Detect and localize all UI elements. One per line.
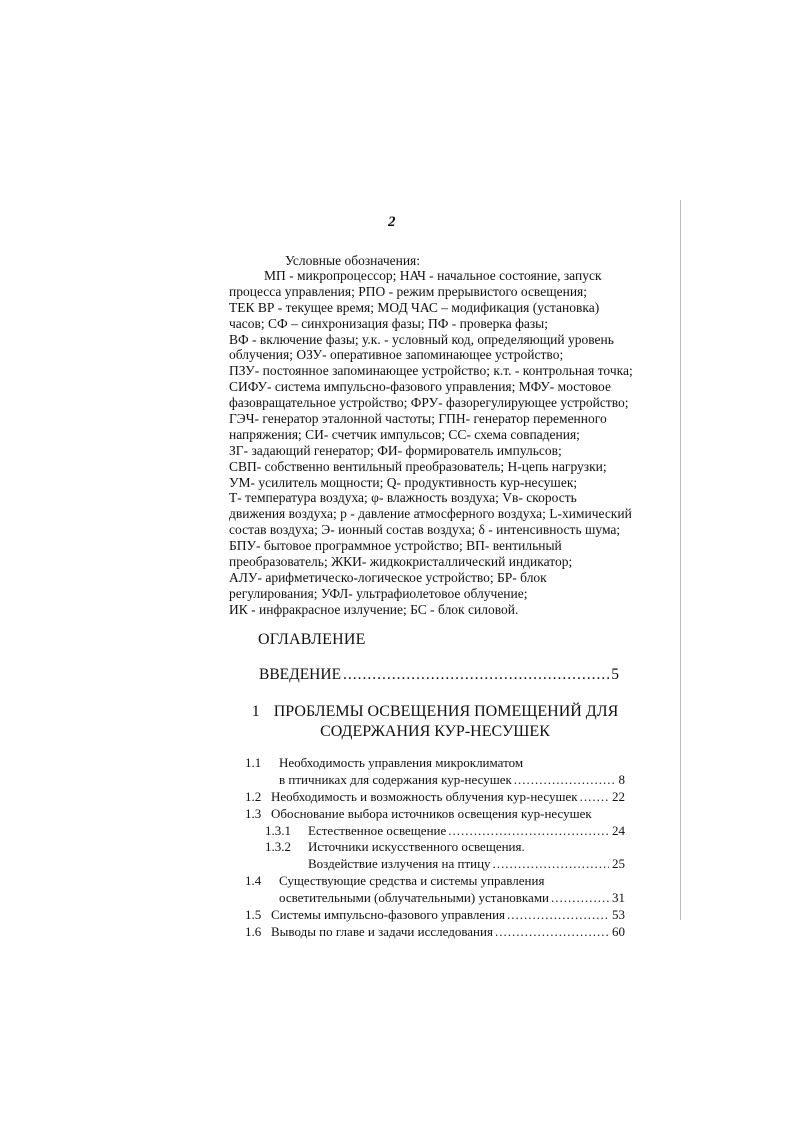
toc-entry-label: Воздействие излучения на птицу (308, 856, 491, 872)
toc-entry[interactable] (245, 789, 625, 806)
toc-heading: ОГЛАВЛЕНИЕ (258, 631, 366, 648)
chapter-title-line: ПРОБЛЕМЫ ОСВЕЩЕНИЯ ПОМЕЩЕНИЙ ДЛЯ (273, 703, 619, 720)
toc-entry-number: 1.4 (245, 873, 262, 889)
toc-entry-page: 25 (612, 856, 625, 872)
toc-entry[interactable] (245, 856, 625, 873)
legend-line: АЛУ- арифметическо-логическое устройство; БР- блок (229, 569, 547, 585)
toc-entry[interactable] (245, 907, 625, 924)
toc-entry-label: Выводы по главе и задачи исследования (271, 923, 493, 939)
legend-line: СВП- собственно вентильный преобразователь; Н-цепь нагрузки; (229, 458, 607, 474)
toc-entry-number: 1.5 (245, 907, 262, 923)
toc-entry[interactable] (245, 772, 625, 789)
legend-text (229, 268, 633, 618)
legend-title: Условные обозначения: (285, 253, 421, 268)
toc-entry-page: 31 (612, 890, 625, 906)
legend-line: Т- температура воздуха; φ- влажность воздуха; Vв- скорость (229, 490, 577, 506)
toc-entry-label: Системы импульсно-фазового управления (271, 907, 506, 923)
legend-line: УМ- усилитель мощности; Q- продуктивность кур-несушек; (229, 474, 578, 490)
toc-entry-number: 1.6 (245, 923, 262, 939)
toc-leader-dots (343, 666, 609, 684)
toc-entry-label: Источники искусственного освещения. (308, 839, 525, 855)
toc-entry-page: 5 (611, 666, 619, 683)
scan-edge-line (680, 200, 681, 920)
page-number: 2 (388, 214, 396, 230)
toc-entry-number: 1.2 (245, 788, 262, 804)
toc-entry-number: 1.1 (245, 755, 262, 770)
toc-entry-label: Необходимость управления микроклиматом (279, 755, 524, 770)
toc-entry-label: ВВЕДЕНИЕ (259, 666, 342, 683)
legend-line: ГЭЧ- генератор эталонной частоты; ГПН- генератор переменного (229, 411, 607, 427)
toc-chapter-title[interactable] (250, 702, 620, 742)
toc-entry-page: 53 (612, 907, 625, 923)
toc-entry-label: Необходимость и возможность облучения кур-несушек (271, 788, 578, 804)
legend-line: ПЗУ- постоянное запоминающее устройство; к.т. - контрольная точка; (229, 363, 633, 379)
legend-line: МП - микропроцессор; НАЧ - начальное состояние, запуск (264, 268, 602, 283)
chapter-number: 1 (251, 703, 260, 720)
legend-line: фазовращательное устройство; ФРУ- фазорегулирующее устройство; (229, 395, 629, 411)
toc-entry-number: 1.3.1 (265, 822, 291, 838)
legend-line: ИК - инфракрасное излучение; БС - блок силовой. (229, 601, 519, 617)
toc-leader-dots (514, 772, 616, 789)
toc-list (245, 755, 625, 941)
toc-entry-page: 60 (612, 923, 625, 939)
chapter-title-line: СОДЕРЖАНИЯ КУР-НЕСУШЕК (320, 723, 550, 740)
toc-entry-introduction[interactable] (259, 666, 619, 684)
legend-line: облучения; ОЗУ- оперативное запоминающее устройство; (229, 347, 564, 363)
legend-line: СИФУ- система импульсно-фазового управления; МФУ- мостовое (229, 379, 611, 395)
toc-entry-label: Существующие средства и системы управления (279, 873, 545, 889)
toc-leader-dots (493, 856, 609, 873)
toc-leader-dots (551, 890, 609, 907)
legend-line: регулирования; УФЛ- ультрафиолетовое облучение; (229, 585, 528, 601)
toc-entry-label: Естественное освещение (308, 822, 447, 838)
toc-entry[interactable] (245, 823, 625, 840)
legend-line: ВФ - включение фазы; у.к. - условный код, определяющий уровень (229, 331, 614, 347)
toc-entry[interactable] (245, 890, 625, 907)
toc-entry[interactable] (245, 755, 625, 772)
legend-line: преобразователь; ЖКИ- жидкокристаллический индикатор; (229, 554, 573, 570)
toc-entry-number: 1.3 (245, 805, 262, 821)
toc-entry-number: 1.3.2 (265, 839, 291, 855)
toc-entry-page: 24 (612, 822, 625, 838)
legend-line: ТЕК ВР - текущее время; МОД ЧАС – модификация (установка) (229, 299, 600, 315)
legend-line: БПУ- бытовое программное устройство; ВП- вентильный (229, 538, 562, 554)
toc-entry-label: в птичниках для содержания кур-несушек (279, 771, 512, 787)
legend-line: часов; СФ – синхронизация фазы; ПФ - проверка фазы; (229, 315, 548, 331)
toc-leader-dots (507, 907, 609, 924)
legend-line: напряжения; СИ- счетчик импульсов; СС- схема совпадения; (229, 426, 580, 442)
legend-line: состав воздуха; Э- ионный состав воздуха; δ - интенсивность шума; (229, 522, 621, 538)
legend-line: ЗГ- задающий генератор; ФИ- формирователь импульсов; (229, 442, 562, 458)
toc-entry-page: 8 (618, 771, 625, 787)
toc-leader-dots (580, 789, 609, 806)
toc-entry[interactable] (245, 806, 625, 823)
toc-entry-label: Обоснование выбора источников освещения кур-несушек (271, 805, 592, 821)
toc-entry[interactable] (245, 873, 625, 890)
toc-leader-dots (448, 823, 609, 840)
toc-entry[interactable] (245, 839, 625, 856)
toc-leader-dots (495, 924, 609, 941)
toc-entry-label: осветительными (облучательными) установками (279, 890, 550, 906)
legend-line: процесса управления; РПО - режим прерывистого освещения; (229, 283, 588, 299)
toc-entry-page: 22 (612, 788, 625, 804)
toc-entry[interactable] (245, 924, 625, 941)
legend-line: движения воздуха; р - давление атмосферного воздуха; L-химический (229, 506, 632, 522)
